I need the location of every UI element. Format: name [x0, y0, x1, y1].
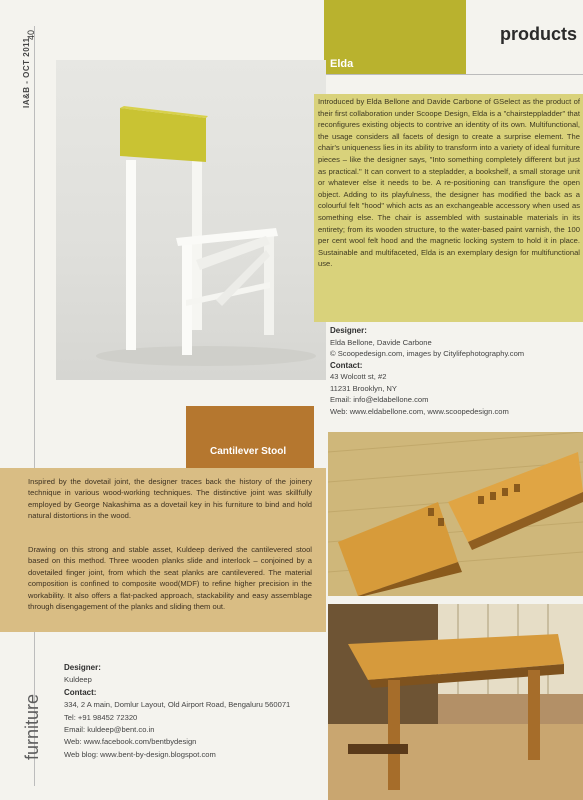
- contact-address: 334, 2 A main, Domlur Layout, Old Airport Road, Bengaluru 560071: [64, 700, 291, 710]
- contact-label: Contact:: [330, 360, 363, 370]
- stool-planks-illustration: [328, 432, 583, 596]
- designer-name: Kuldeep: [64, 675, 92, 685]
- address-line-2: 11231 Brooklyn, NY: [330, 383, 397, 393]
- cantilever-header-bar: [186, 406, 314, 468]
- contact-email: Email: kuldeep@bent.co.in: [64, 725, 155, 735]
- cantilever-credits: [64, 662, 324, 761]
- cantilever-paragraph-1: Inspired by the dovetail joint, the designer traces back the history of the joinery technique in various wood-working techniques. The distinctive joint was skillfully employed by George Nakashima as a dovetail key in his furniture to bind and hold natural distortions in the wood.: [28, 477, 312, 521]
- contact-label: Contact:: [64, 687, 97, 697]
- cantilever-title: Cantilever Stool: [210, 446, 287, 457]
- category-label: furniture: [22, 693, 42, 760]
- contact-tel: Tel: +91 98452 72320: [64, 712, 138, 722]
- issue-label: IA&B - OCT 2011: [22, 37, 31, 108]
- contact-web: Web: www.eldabellone.com, www.scoopedesign.com: [330, 406, 509, 416]
- margin-rule: [34, 26, 35, 786]
- designer-label: Designer:: [330, 326, 367, 335]
- designer-names: Elda Bellone, Davide Carbone: [330, 337, 432, 347]
- chair-illustration: [56, 60, 326, 380]
- photo-credits: © Scoopedesign.com, images by Citylifephotography.com: [330, 349, 525, 358]
- elda-credits: [330, 325, 580, 417]
- stool-interior-illustration: [328, 604, 583, 800]
- address-line-1: 43 Wolcott st, #2: [330, 372, 387, 381]
- elda-chair-photo: [56, 60, 326, 380]
- cantilever-paragraph-2: Drawing on this strong and stable asset, Kuldeep derived the cantilevered stool based on this method. Three wooden planks slide and interlock – conjoined by a dovetailed finger joint, from which the seat planks are cantilevered. The material composition is confined to composite wood(MDF) to refine higher precision in the workability. It also offers a flat-packed approach, stackability and easy assemblage through disengagement of the planks and sliding them out.: [28, 545, 312, 612]
- elda-title: Elda: [330, 58, 354, 70]
- page-number: 40: [26, 29, 36, 40]
- stool-planks-photo: [328, 432, 583, 596]
- section-title: products: [499, 24, 577, 44]
- contact-email: Email: info@eldabellone.com: [330, 395, 429, 404]
- elda-description: Introduced by Elda Bellone and Davide Carbone of GSelect as the product of their first collaboration under Scoope Design, Elda is a "chairsteppladder" that reconfigures existing objects to contrive an identity of its own. Multifunctional, the usage considers all facets of design to create a surprise element. The chair's uniqueness lies in its ability to transform into a variety of ideal furniture pieces – like the designer says, "Into something completely different but just as practical." It can convert to a stepladder, a bookshelf, a small storage unit or whatever else it needs to be. A re-positioning can transfigure the open object. Adding to its playfulness, the designer has modified the back as a colourful felt "hood" which acts as an exchangeable accessory when used as something else. The chair is assembled with sustainable materials in its entirety; from its wooden structure, to the water-based paint varnish, the 100 per cent wool felt hood and the magnetic locking system to hold it in place. Sustainable and multifaceted, Elda is an exemplary design for multifunctional use.: [318, 97, 580, 269]
- header-rule: [324, 74, 583, 75]
- designer-label: Designer:: [64, 663, 101, 672]
- stool-interior-photo: [328, 604, 583, 800]
- contact-blog: Web blog: www.bent-by-design.blogspot.com: [64, 749, 216, 759]
- contact-web: Web: www.facebook.com/bentbydesign: [64, 737, 197, 747]
